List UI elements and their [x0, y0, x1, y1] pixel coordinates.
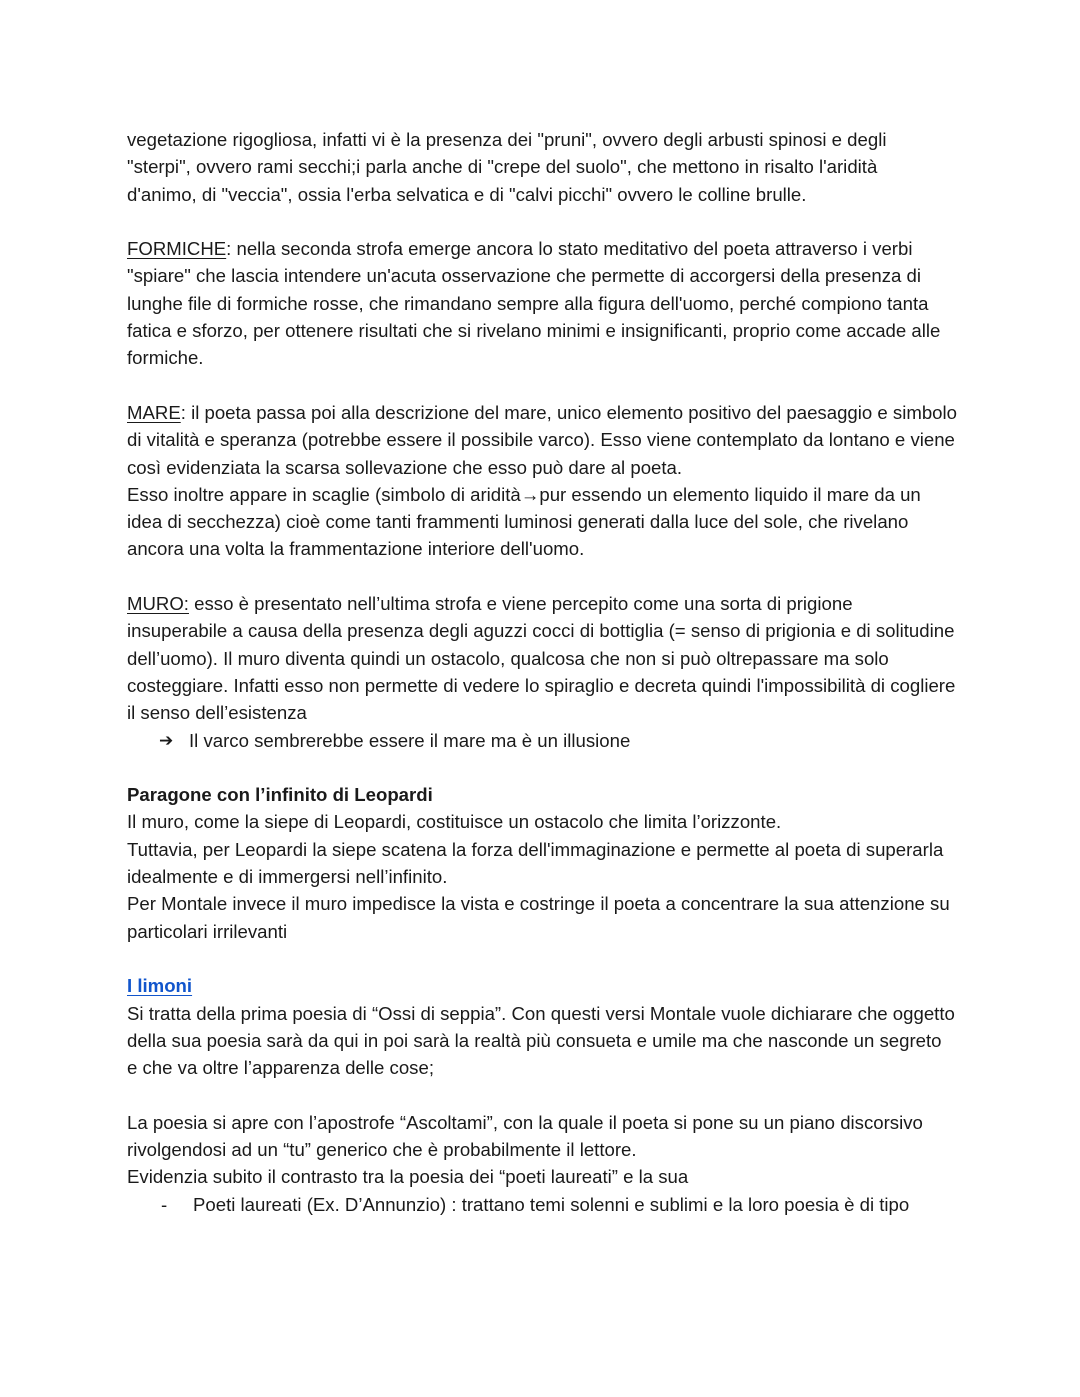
intro-paragraph: [127, 126, 957, 208]
document-page: [127, 126, 957, 1218]
limoni-paragraph-3: Evidenzia subito il contrasto tra la poesia dei “poeti laureati” e la sua: [127, 1166, 689, 1188]
paragone-paragraph-3: Per Montale invece il muro impedisce la vista e costringe il poeta a concentrare la sua attenzione su particolari irrilevanti: [127, 893, 950, 942]
limoni-paragraph-2: La poesia si apre con l’apostrofe “Ascoltami”, con la quale il poeta si pone su un piano discorsivo rivolgendosi ad un “tu” generico che è probabilmente il lettore.: [127, 1111, 923, 1160]
formiche-label: FORMICHE: [127, 238, 227, 260]
muro-paragraph: [127, 590, 957, 726]
mare-label: MARE: [127, 401, 181, 423]
muro-bullet-text: Il varco sembrerebbe essere il mare ma è un illusione: [189, 729, 631, 751]
muro-label: MURO:: [127, 593, 189, 615]
limoni-bullet: [159, 1191, 957, 1218]
formiche-text: : nella seconda strofa emerge ancora lo stato meditativo del poeta attraverso i verbi "spiare" che lascia intendere un'acuta osservazione che permette di accorgersi della presenza di lunghe file di formiche rosse, che rimandano sempre alla figura dell'uomo, perché compiono tanta fatica e sforzo, per ottenere risultati che si rivelano minimi e insignificanti, proprio come accade alle formiche.: [127, 238, 941, 369]
intro-line: "sterpi", ovvero rami secchi;i parla anche di "crepe del suolo", che mettono in risalto l'aridità: [127, 156, 878, 178]
arrow-bullet-icon: ➔: [159, 730, 174, 750]
paragone-paragraph-1: Il muro, come la siepe di Leopardi, costituisce un ostacolo che limita l’orizzonte.: [127, 811, 782, 833]
limoni-heading-link[interactable]: I limoni: [127, 975, 193, 997]
paragone-paragraph-2: Tuttavia, per Leopardi la siepe scatena la forza dell'immaginazione e permette al poeta di superarla idealmente e di immergersi nell’infinito.: [127, 838, 944, 888]
limoni-paragraph-1: Si tratta della prima poesia di “Ossi di seppia”. Con questi versi Montale vuole dichiarare che oggetto della sua poesia sarà da qui in poi sarà la realtà più consueta e umile ma che nasconde un segreto e che va oltre l’apparenza delle cose;: [127, 1002, 955, 1079]
muro-text: esso è presentato nell’ultima strofa e viene percepito come una sorta di prigione insuperabile a causa della presenza degli aguzzi cocci di bottiglia (= senso di prigionia e di solitudine dell’uomo). Il muro diventa quindi un ostacolo, qualcosa che non si può oltrepassare ma solo costeggiare. Infatti esso non permette di vedere lo spiraglio e decreta quindi l'impossibilità di cogliere il senso dell’esistenza: [127, 593, 956, 724]
intro-line: d'animo, di "veccia", ossia l'erba selvatica e di "calvi picchi" ovvero le colline brulle.: [127, 183, 807, 205]
formiche-paragraph: [127, 235, 957, 371]
intro-line: vegetazione rigogliosa, infatti vi è la presenza dei "pruni", ovvero degli arbusti spinosi e degli: [127, 129, 887, 150]
limoni-heading-row: [127, 972, 957, 999]
mare-text: : il poeta passa poi alla descrizione del mare, unico elemento positivo del paesaggio e simbolo di vitalità e speranza (potrebbe essere il possibile varco). Esso viene contemplato da lontano e viene così evidenziata la scarsa sollevazione che esso può dare al poeta.: [127, 401, 957, 478]
paragone-heading: Paragone con l’infinito di Leopardi: [127, 784, 433, 806]
dash-bullet-icon: -: [161, 1193, 168, 1215]
mare-paragraph-2: Esso inoltre appare in scaglie (simbolo di aridità→pur essendo un elemento liquido il mare da un idea di secchezza) cioè come tanti frammenti luminosi generati dalla luce del sole, che rivelano ancora una volta la frammentazione interiore dell'uomo.: [127, 483, 921, 560]
mare-paragraph: [127, 399, 957, 481]
muro-bullet: [159, 727, 957, 754]
limoni-bullet-text: Poeti laureati (Ex. D’Annunzio) : trattano temi solenni e sublimi e la loro poesia è di tipo: [193, 1193, 910, 1215]
